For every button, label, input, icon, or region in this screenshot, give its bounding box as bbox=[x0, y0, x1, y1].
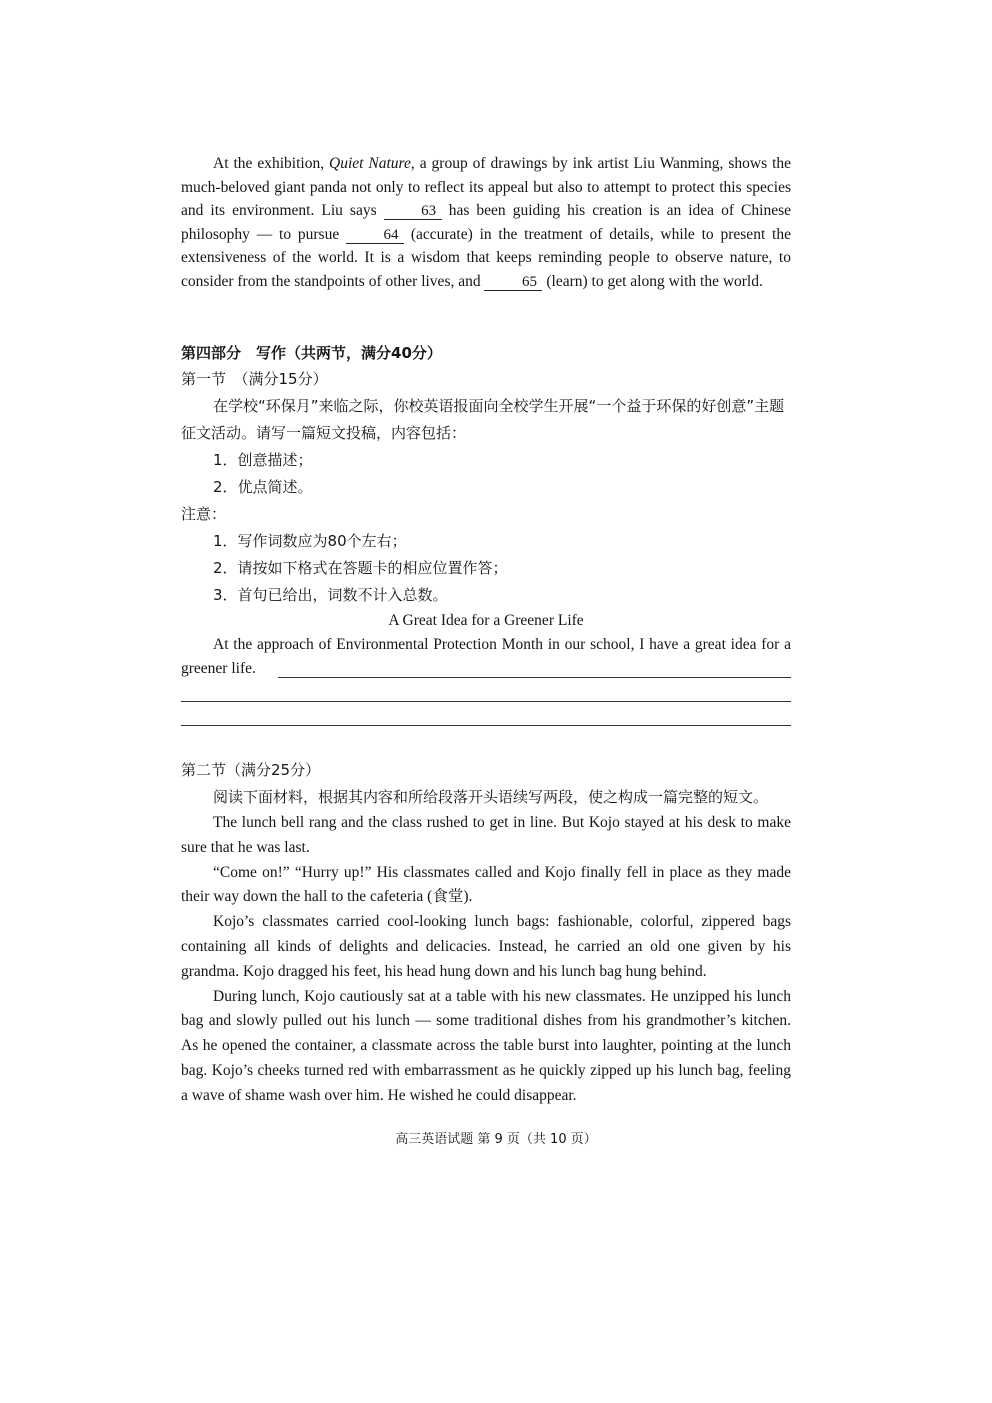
section1-heading: 第一节 （满分15分） bbox=[181, 370, 328, 388]
part4-heading: 第四部分 写作（共两节，满分40分） bbox=[181, 344, 442, 362]
note-item: 2．请按如下格式在答题卡的相应位置作答； bbox=[213, 559, 508, 577]
writing-section-1 bbox=[181, 340, 791, 680]
page-footer: 高三英语试题 第 9 页（共 10 页） bbox=[395, 1132, 597, 1147]
blank-63: 63 bbox=[384, 203, 442, 220]
blank-64: 64 bbox=[346, 227, 404, 244]
blank-65: 65 bbox=[484, 274, 542, 291]
story-paragraph: “Come on!” “Hurry up!” His classmates called and Kojo finally fell in place as they made their way down the hall to the cafeteria (食堂). bbox=[181, 863, 791, 906]
writing-section-2 bbox=[181, 757, 791, 1109]
answer-line bbox=[181, 700, 791, 702]
note-item: 1．写作词数应为80个左右； bbox=[213, 532, 407, 550]
notes-list bbox=[181, 528, 791, 609]
note-label: 注意： bbox=[181, 505, 227, 523]
answer-line bbox=[278, 676, 791, 678]
story-paragraph: Kojo’s classmates carried cool-looking lunch bags: fashionable, colorful, zippered bags containing all kinds of delights and delicacies. Instead, he carried an old one given by his grandma. Kojo dragged his feet, his head hung down and his lunch bag hung behind. bbox=[181, 913, 791, 980]
passage-paragraph: At the exhibition, Quiet Nature, a group of drawings by ink artist Liu Wanming, shows the much-beloved giant panda not only to reflect its appeal but also to attempt to protect this species and its environment. Liu says 63 has been guiding his creation is an idea of Chinese philosophy — to pursue 64 (accurate) in the treatment of details, while to present the extensiveness of the world. It is a wisdom that keeps reminding people to observe nature, to consider from the standpoints of other lives, and 65 (learn) to get along with the world. bbox=[181, 155, 792, 290]
content-item: 1．创意描述； bbox=[213, 451, 313, 469]
section1-instruction: 在学校“环保月”来临之际，你校英语报面向全校学生开展“一个益于环保的好创意”主题征文活动。请写一篇短文投稿，内容包括： bbox=[181, 397, 785, 442]
essay-title: A Great Idea for a Greener Life bbox=[388, 612, 584, 629]
content-item: 2．优点简述。 bbox=[213, 478, 313, 496]
answer-line bbox=[181, 724, 791, 726]
section2-instruction: 阅读下面材料，根据其内容和所给段落开头语续写两段，使之构成一篇完整的短文。 bbox=[213, 788, 769, 806]
exhibition-title: Quiet Nature bbox=[329, 155, 411, 172]
essay-first-sentence: At the approach of Environmental Protection Month in our school, I have a great idea for a greener life. bbox=[181, 636, 791, 677]
story-paragraph: During lunch, Kojo cautiously sat at a table with his new classmates. He unzipped his lunch bag and slowly pulled out his lunch — some traditional dishes from his grandmother’s kitchen. As he opened the container, a classmate across the table burst into laughter, pointing at the lunch bag. Kojo’s cheeks turned red with embarrassment as he quickly zipped up his lunch bag, feeling a wave of shame wash over him. He wished he could disappear. bbox=[181, 987, 791, 1104]
section2-heading: 第二节（满分25分） bbox=[181, 761, 321, 779]
grammar-passage bbox=[181, 152, 791, 294]
story-paragraph: The lunch bell rang and the class rushed to get in line. But Kojo stayed at his desk to make sure that he was last. bbox=[181, 814, 791, 856]
note-item: 3．首句已给出，词数不计入总数。 bbox=[213, 586, 448, 604]
content-list bbox=[181, 447, 791, 501]
